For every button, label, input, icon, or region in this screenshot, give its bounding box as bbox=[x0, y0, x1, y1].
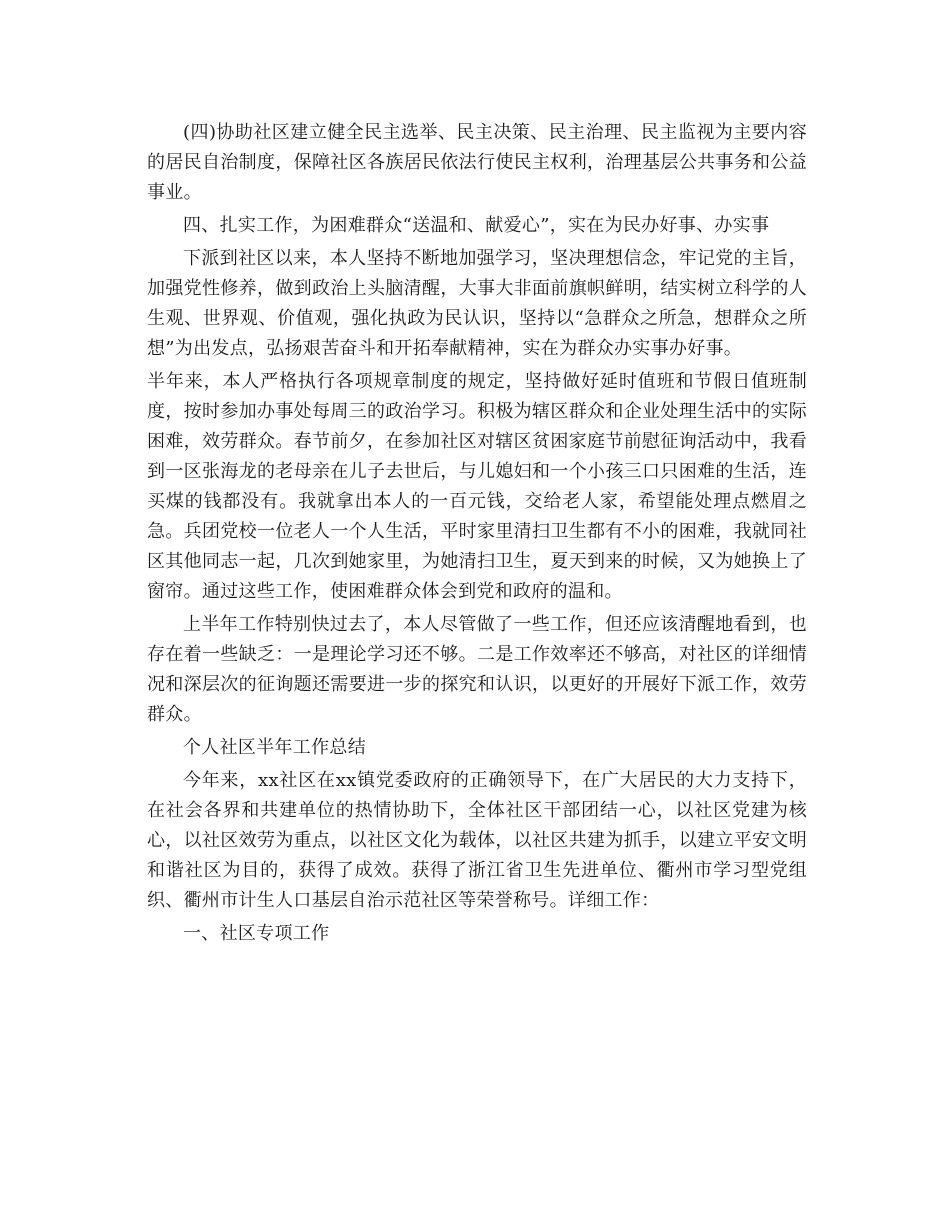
section-heading-4: 四、扎实工作，为困难群众“送温和、献爱心”，实在为民办好事、办实事 bbox=[183, 215, 770, 236]
paragraph-study: 下派到社区以来，本人坚持不断地加强学习，坚决理想信念，牢记党的主旨，加强党性修养，做到政治上头脑清醒，大事大非面前旗帜鲜明，结实树立科学的人生观、世界观、价值观，强化执政为民认识，坚持以“急群众之所急，想群众之所想”为出发点，弘扬艰苦奋斗和开拓奉献精神，实在为群众办实事办好事。 bbox=[147, 248, 807, 359]
document-body bbox=[147, 118, 807, 952]
paragraph-this-year: 今年来，xx社区在xx镇党委政府的正确领导下，在广大居民的大力支持下，在社会各界和共建单位的热情协助下，全体社区干部团结一心，以社区党建为核心，以社区效劳为重点，以社区文化为载体，以社区共建为抓手，以建立平安文明和谐社区为目的，获得了成效。获得了浙江省卫生先进单位、衢州市学习型党组织、衢州市计生人口基层自治示范社区等荣誉称号。详细工作： bbox=[147, 770, 807, 911]
paragraph-4-democracy: (四)协助社区建立健全民主选举、民主决策、民主治理、民主监视为主要内容的居民自治制度，保障社区各族居民依法行使民主权利，治理基层公共事务和公益事业。 bbox=[147, 122, 807, 203]
paragraph-half-year: 半年来，本人严格执行各项规章制度的规定，坚持做好延时值班和节假日值班制度，按时参加办事处每周三的政治学习。积极为辖区群众和企业处理生活中的实际困难，效劳群众。春节前夕，在参加社区对辖区贫困家庭节前慰征询活动中，我看到一区张海龙的老母亲在儿子去世后，与儿媳妇和一个小孩三口只困难的生活，连买煤的钱都没有。我就拿出本人的一百元钱，交给老人家，希望能处理点燃眉之急。兵团党校一位老人一个人生活，平时家里清扫卫生都有不小的困难，我就同社区其他同志一起，几次到她家里，为她清扫卫生，夏天到来的时候，又为她换上了窗帘。通过这些工作，使困难群众体会到党和政府的温和。 bbox=[147, 371, 807, 602]
paragraph-shortcomings: 上半年工作特别快过去了，本人尽管做了一些工作，但还应该清醒地看到，也存在着一些缺乏：一是理论学习还不够。二是工作效率还不够高，对社区的详细情况和深层次的征询题还需要进一步的探究和认识，以更好的开展好下派工作，效劳群众。 bbox=[147, 614, 807, 725]
section-heading-1: 一、社区专项工作 bbox=[183, 923, 330, 944]
document-subtitle: 个人社区半年工作总结 bbox=[183, 737, 366, 758]
